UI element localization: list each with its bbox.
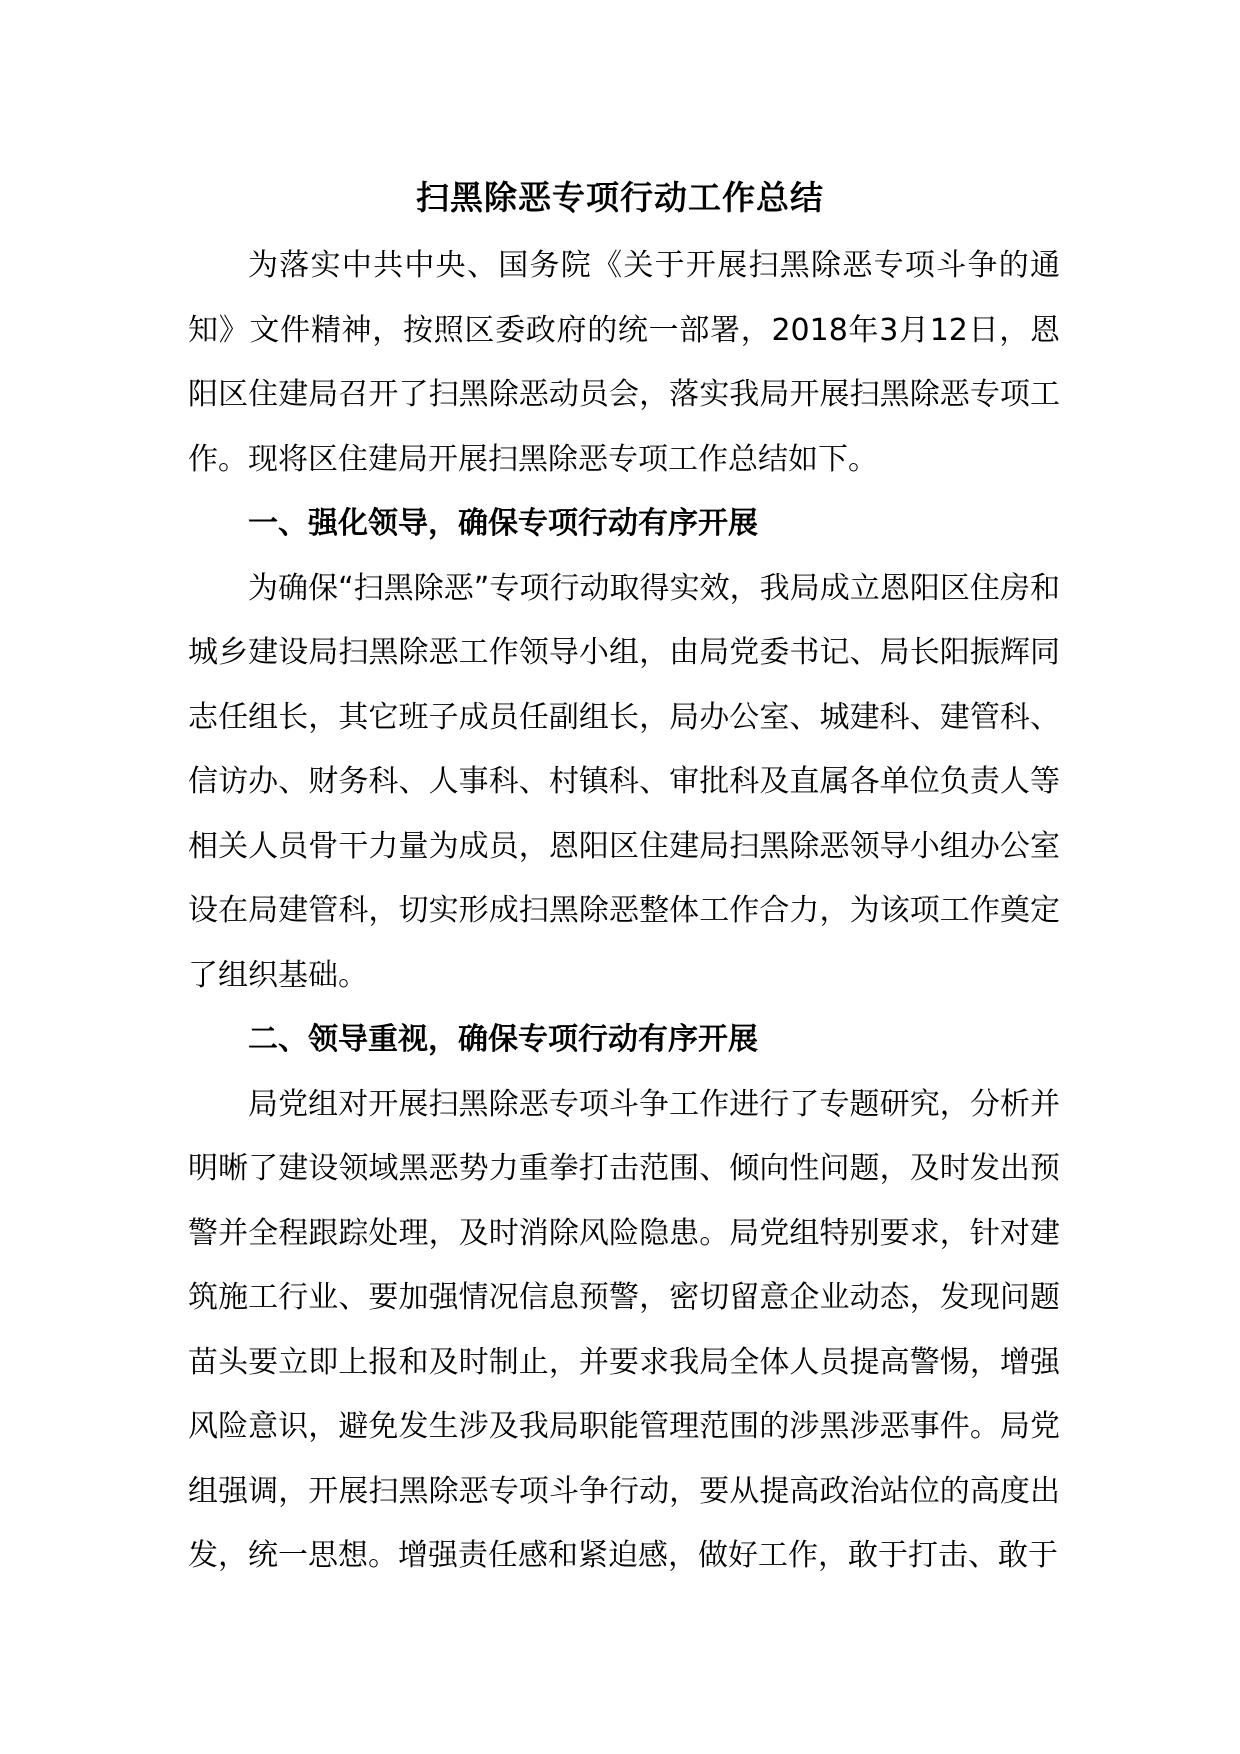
section-1-paragraph: 为确保“扫黑除恶”专项行动取得实效，我局成立恩阳区住房和城乡建设局扫黑除恶工作领导小组，由局党委书记、局长阳振辉同志任组长，其它班子成员任副组长，局办公室、城建科、建管科、信访办、财务科、人事科、村镇科、审批科及直属各单位负责人等相关人员骨干力量为成员，恩阳区住建局扫黑除恶领导小组办公室设在局建管科，切实形成扫黑除恶整体工作合力，为该项工作奠定了组织基础。 — [188, 570, 1060, 993]
intro-paragraph: 为落实中共中央、国务院《关于开展扫黑除恶专项斗争的通知》文件精神，按照区委政府的统一部署，2018年3月12日，恩阳区住建局召开了扫黑除恶动员会，落实我局开展扫黑除恶专项工作。现将区住建局开展扫黑除恶专项工作总结如下。 — [188, 248, 1060, 477]
document-body — [188, 234, 1060, 1589]
document-title: 扫黑除恶专项行动工作总结 — [416, 178, 824, 217]
section-heading-2: 二、领导重视，确保专项行动有序开展 — [248, 1022, 758, 1057]
section-2-paragraph: 局党组对开展扫黑除恶专项斗争工作进行了专题研究，分析并明晰了建设领域黑恶势力重拳打击范围、倾向性问题，及时发出预警并全程跟踪处理，及时消除风险隐患。局党组特别要求，针对建筑施工行业、要加强情况信息预警，密切留意企业动态，发现问题苗头要立即上报和及时制止，并要求我局全体人员提高警惕，增强风险意识，避免发生涉及我局职能管理范围的涉黑涉恶事件。局党组强调，开展扫黑除恶专项斗争行动，要从提高政治站位的高度出发，统一思想。增强责任感和紧迫感，做好工作，敢于打击、敢于 — [188, 1086, 1060, 1573]
section-heading-1: 一、强化领导，确保专项行动有序开展 — [248, 506, 758, 541]
